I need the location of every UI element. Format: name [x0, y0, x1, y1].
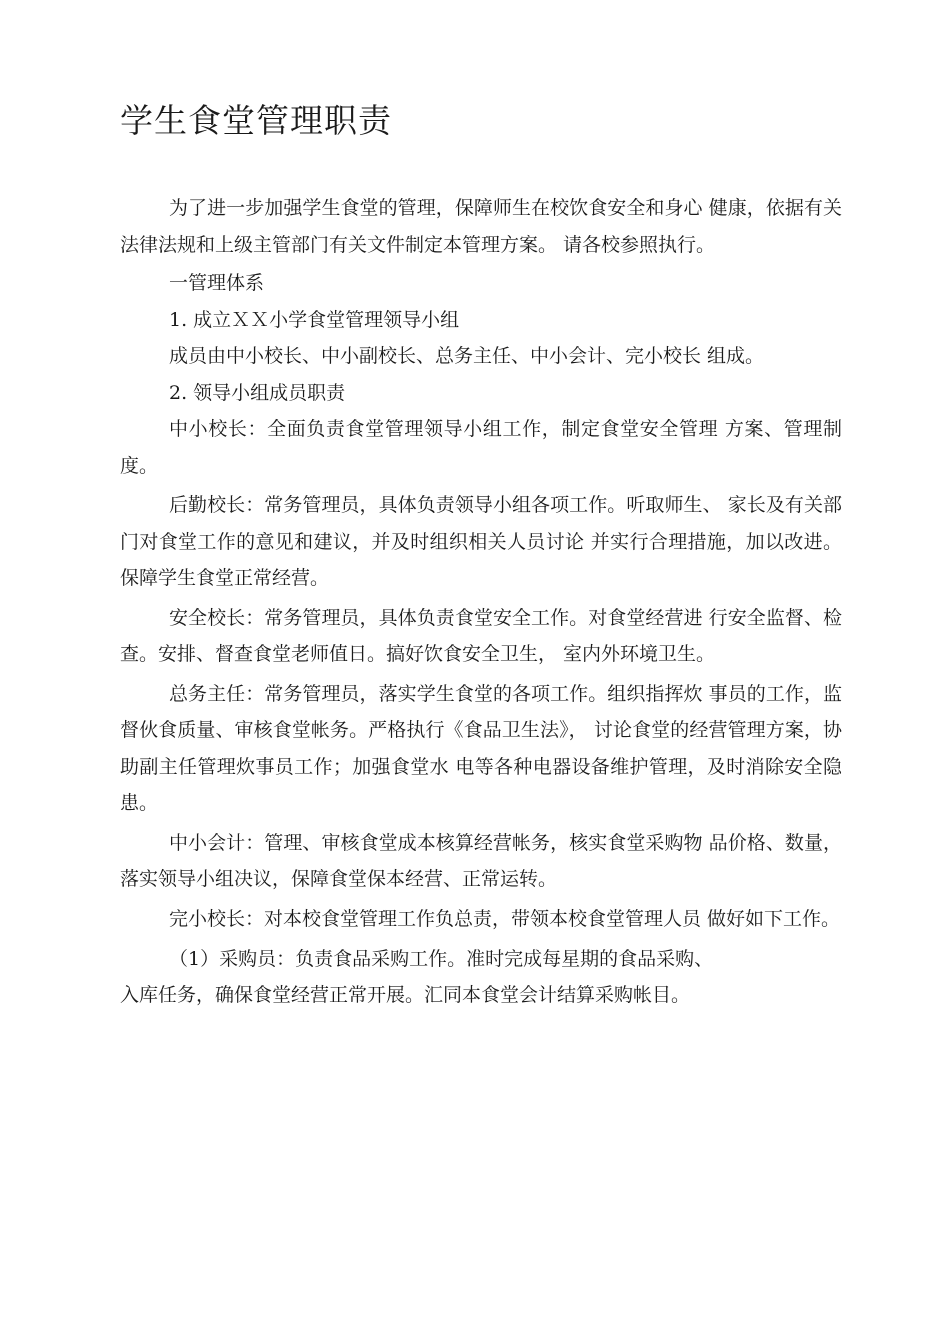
duty-logistics-principal: 后勤校长：常务管理员，具体负责领导小组各项工作。听取师生、 家长及有关部门对食堂工作的意见和建议，并及时组织相关人员讨论 并实行合理措施，加以改进。保障学生食堂正常经营。	[120, 494, 842, 589]
duty-accountant: 中小会计：管理、审核食堂成本核算经营帐务，核实食堂采购物 品价格、数量，落实领导小组决议，保障食堂保本经营、正常运转。	[120, 831, 842, 890]
sub-item-purchaser-line2: 入库任务，确保食堂经营正常开展。汇同本食堂会计结算采购帐目。	[120, 984, 691, 1006]
document-body	[120, 190, 842, 1013]
item1-heading: 1. 成立ＸＸ小学食堂管理领导小组	[169, 308, 460, 331]
document-title: 学生食堂管理职责	[120, 101, 392, 140]
duty-primary-school-principal: 完小校长：对本校食堂管理工作负总责，带领本校食堂管理人员 做好如下工作。	[169, 907, 841, 930]
duty-principal: 中小校长：全面负责食堂管理领导小组工作，制定食堂安全管理 方案、管理制度。	[120, 418, 842, 477]
item2-heading: 2. 领导小组成员职责	[169, 381, 346, 404]
sub-item-purchaser-line1: （1）采购员：负责食品采购工作。准时完成每星期的食品采购、	[169, 948, 714, 970]
item1-body: 成员由中小校长、中小副校长、总务主任、中小会计、完小校长 组成。	[169, 345, 765, 367]
intro-paragraph: 为了进一步加强学生食堂的管理，保障师生在校饮食安全和身心 健康，依据有关法律法规和上级主管部门有关文件制定本管理方案。 请各校参照执行。	[120, 197, 842, 256]
duty-general-affairs-director: 总务主任：常务管理员，落实学生食堂的各项工作。组织指挥炊 事员的工作，监督伙食质量、审核食堂帐务。严格执行《食品卫生法》， 讨论食堂的经营管理方案，协助副主任管理炊事员工作；加强食堂水 电等各种电器设备维护管理，及时消除安全隐患。	[120, 682, 842, 814]
section-heading: 一管理体系	[169, 272, 265, 294]
duty-safety-principal: 安全校长：常务管理员，具体负责食堂安全工作。对食堂经营进 行安全监督、检查。安排、督查食堂老师值日。搞好饮食安全卫生， 室内外环境卫生。	[120, 606, 842, 665]
